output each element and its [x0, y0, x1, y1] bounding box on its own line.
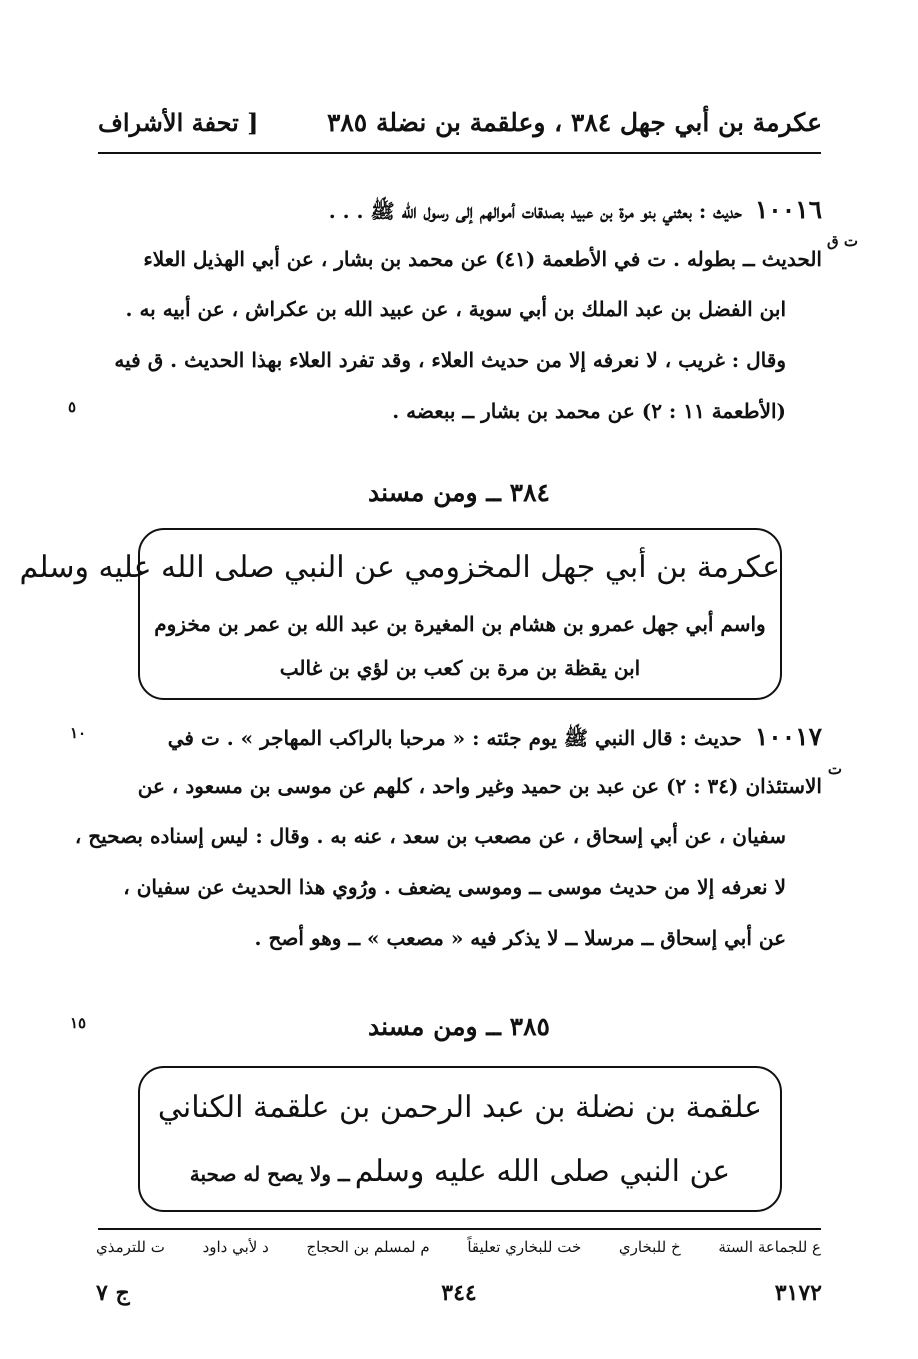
entry-line: سفيان ، عن أبي إسحاق ، عن مصعب بن سعد ، عنه به . وقال : ليس إسناده بصحيح ،: [74, 824, 786, 848]
book-title: [ تحفة الأشراف: [98, 108, 259, 137]
narrator-lineage: واسم أبي جهل عمرو بن هشام بن المغيرة بن عبد الله بن عمر بن مخزوم: [154, 612, 766, 636]
line-marker: ٥: [68, 398, 77, 416]
line-marker: ١٠: [70, 724, 87, 742]
hadith-number: ١٠٠١٦: [754, 195, 822, 224]
narrator-box-384: [19, 528, 782, 700]
page-number: ٣٤٤: [441, 1280, 477, 1306]
footer-rule: [98, 1228, 821, 1230]
narrator-name: عكرمة بن أبي جهل المخزومي عن النبي صلى الله عليه وسلم: [19, 550, 780, 585]
record-number: ٣١٧٢: [774, 1280, 822, 1306]
abbreviation-item: خ للبخاري: [618, 1238, 681, 1256]
narrator-name: علقمة بن نضلة بن عبد الرحمن بن علقمة الكناني: [157, 1090, 763, 1125]
entry-line: لا نعرفه إلا من حديث موسى ــ وموسى يضعف . ورُوي هذا الحديث عن سفيان ،: [123, 875, 786, 899]
abbreviation-key: [96, 1238, 821, 1256]
margin-source-label: ت ق: [827, 232, 858, 250]
section-heading-384: ٣٨٤ ــ ومن مسند: [368, 478, 550, 507]
page-header-title: عكرمة بن أبي جهل ٣٨٤ ، وعلقمة بن نضلة ٣٨٥: [326, 108, 822, 137]
entry-line: (الأطعمة ١١ : ٢) عن محمد بن بشار ــ ببعضه .: [392, 399, 786, 423]
entry-line: الاستئذان (٣٤ : ٢) عن عبد بن حميد وغير واحد ، كلهم عن موسى بن مسعود ، عن: [137, 774, 822, 798]
entry-line: ابن الفضل بن عبد الملك بن أبي سوية ، عن عبيد الله بن عكراش ، عن أبيه به .: [125, 297, 786, 321]
entry-line: ١٠٠١٧ حديث : قال النبي ﷺ يوم جئته : « مرحبا بالراكب المهاجر » . ت في: [167, 722, 822, 751]
narrator-note-line: عن النبي صلى الله عليه وسلم ــ ولا يصح له صحبة: [189, 1154, 731, 1189]
entry-line: الحديث ــ بطوله . ت في الأطعمة (٤١) عن محمد بن بشار ، عن أبي الهذيل العلاء: [143, 247, 822, 271]
abbreviation-item: ع للجماعة الستة: [718, 1238, 821, 1256]
header-rule: [98, 152, 821, 154]
abbreviation-item: م لمسلم بن الحجاج: [306, 1238, 430, 1256]
line-marker: ١٥: [70, 1014, 87, 1032]
abbreviation-item: ت للترمذي: [96, 1238, 165, 1256]
narrator-box-385: [138, 1066, 782, 1212]
abbreviation-item: د لأبي داود: [202, 1238, 269, 1256]
section-heading-385: ٣٨٥ ــ ومن مسند: [368, 1012, 550, 1041]
abbreviation-item: خت للبخاري تعليقاً: [467, 1238, 582, 1256]
entry-line: ١٠٠١٦ حديث : بعثني بنو مرة بن عبيد بصدقات أموالهم إلى رسول الله ﷺ . . .: [328, 195, 822, 224]
entry-line: وقال : غريب ، لا نعرفه إلا من حديث العلاء ، وقد تفرد العلاء بهذا الحديث . ق فيه: [114, 348, 786, 372]
narrator-lineage: ابن يقظة بن مرة بن كعب بن لؤي بن غالب: [279, 656, 641, 680]
margin-source-label: ت: [827, 760, 842, 778]
hadith-number: ١٠٠١٧: [754, 722, 822, 751]
entry-line: عن أبي إسحاق ــ مرسلا ــ لا يذكر فيه « مصعب » ــ وهو أصح .: [254, 926, 786, 950]
volume-number: ج ٧: [96, 1280, 130, 1306]
